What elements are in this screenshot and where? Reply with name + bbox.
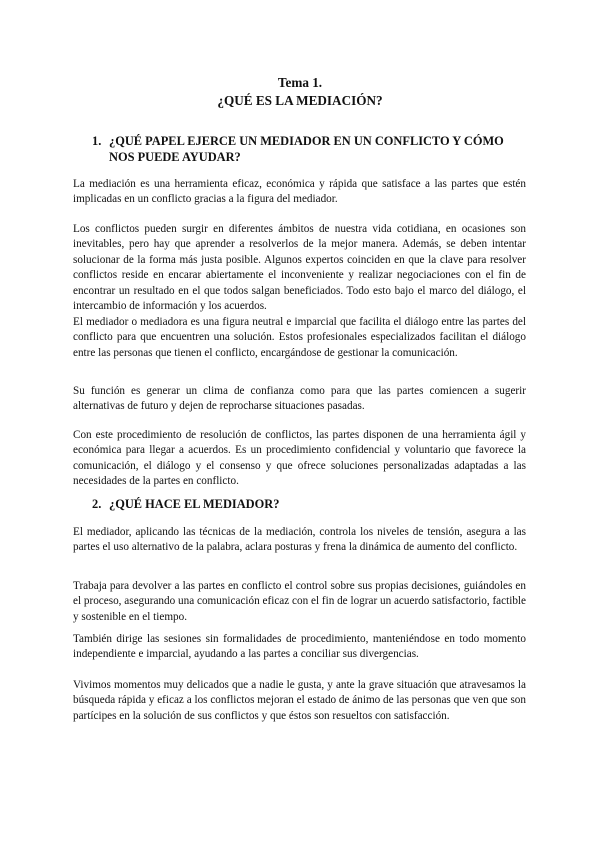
- section-1-paragraph-5: Con este procedimiento de resolución de conflictos, las partes disponen de una herramienta ágil y económica para llegar a acuerdos. Es un procedimiento confidencial y voluntario que favorece la comunicación, el diálogo y el consenso y que ofrece soluciones personalizadas adaptadas a las necesidades de la partes en conflicto.: [73, 429, 526, 488]
- section-2-title: ¿QUÉ HACE EL MEDIADOR?: [109, 497, 280, 511]
- section-1-heading: [92, 134, 512, 165]
- section-1-number: 1.: [92, 134, 102, 148]
- page-title: ¿QUÉ ES LA MEDIACIÓN?: [217, 93, 383, 108]
- title-block: [0, 74, 600, 110]
- section-1-paragraph-3: El mediador o mediadora es una figura neutral e imparcial que facilita el diálogo entre las partes del conflicto para que encuentren una solución. Estos profesionales especializados facilitan el diálogo entre las personas que tienen el conflicto, encargándose de gestionar la comunicación.: [73, 316, 526, 359]
- section-1-paragraph-4: Su función es generar un clima de confianza como para que las partes comiencen a sugerir alternativas de futuro y dejen de reprocharse situaciones pasadas.: [73, 385, 526, 413]
- section-1-title: ¿QUÉ PAPEL EJERCE UN MEDIADOR EN UN CONFLICTO Y CÓMO NOS PUEDE AYUDAR?: [109, 134, 504, 164]
- section-2-paragraph-1: El mediador, aplicando las técnicas de la mediación, controla los niveles de tensión, asegura a las partes el uso alternativo de la palabra, aclara posturas y frena la dinámica de aumento del conflicto.: [73, 526, 526, 554]
- section-2-heading: [92, 497, 512, 513]
- section-1-paragraph-1: La mediación es una herramienta eficaz, económica y rápida que satisface a las partes que estén implicadas en un conflicto gracias a la figura del mediador.: [73, 178, 526, 206]
- section-2-paragraph-4: Vivimos momentos muy delicados que a nadie le gusta, y ante la grave situación que atravesamos la búsqueda rápida y eficaz a los conflictos mejoran el estado de ánimo de las personas que ven que son partícipes en la solución de sus conflictos y que éstos son resueltos con satisfacción.: [73, 679, 526, 722]
- topic-label: Tema 1.: [277, 75, 323, 90]
- section-2-number: 2.: [92, 497, 102, 511]
- section-2-paragraph-3: También dirige las sesiones sin formalidades de procedimiento, manteniéndose en todo momento independiente e imparcial, ayudando a las partes a conciliar sus divergencias.: [73, 633, 526, 661]
- section-1-paragraph-2: Los conflictos pueden surgir en diferentes ámbitos de nuestra vida cotidiana, en ocasiones son inevitables, pero hay que aprender a resolverlos de la mejor manera. Además, se deben intentar solucionar de la forma más justa posible. Algunos expertos coinciden en que la clave para resolver conflictos reside en encarar abiertamente el inconveniente y realizar negociaciones con el fin de encontrar un resultado en el que todos salgan beneficiados. Todo esto bajo el marco del diálogo, el intercambio de información y los acuerdos.: [73, 223, 526, 313]
- section-2-paragraph-2: Trabaja para devolver a las partes en conflicto el control sobre sus propias decisiones, guiándoles en el proceso, asegurando una comunicación eficaz con el fin de lograr un acuerdo satisfactorio, factible y sostenible en el tiempo.: [73, 580, 526, 623]
